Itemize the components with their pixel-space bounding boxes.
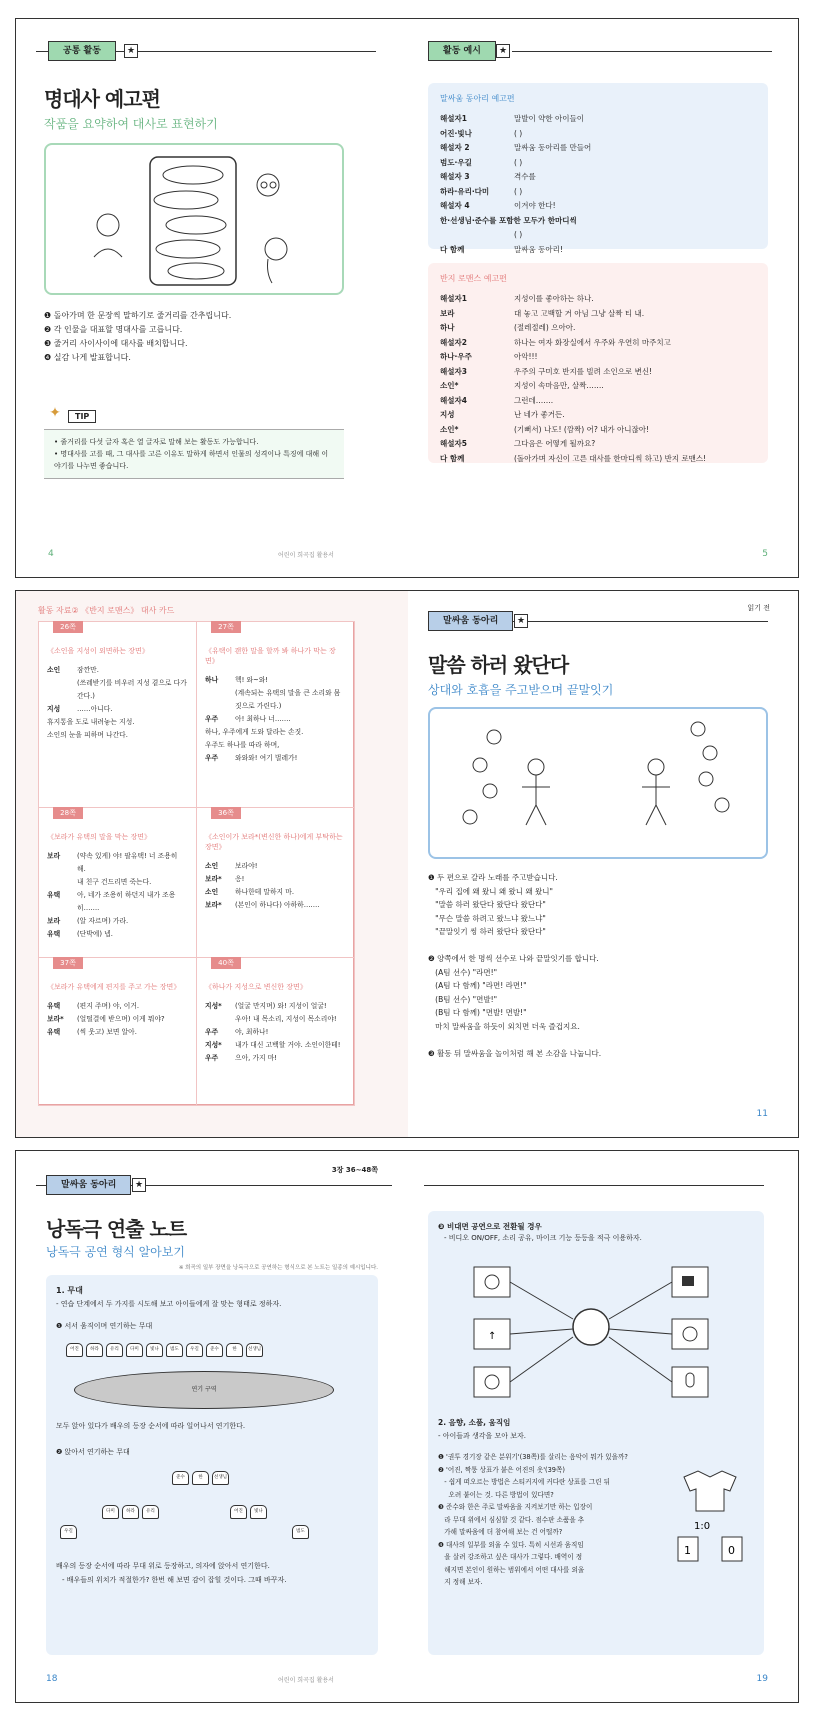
step-line: ❷ 양쪽에서 한 명씩 선수로 나와 끝말잇기를 합니다. [428,954,599,963]
line-text: 난 네가 좋거든. [514,410,565,419]
line-text: (얼떨결에 받으며) 이게 뭐야? [77,1015,165,1023]
chair: 유리 [106,1343,123,1357]
section-tag: 공통 활동 [48,41,116,61]
step-line [428,939,768,953]
chair: 빛나 [146,1343,163,1357]
chair: 어진 [66,1343,83,1357]
dialogue-row [440,365,756,380]
speaker: 하나 [205,676,219,684]
card-title: 말싸움 동아리 예고편 [440,94,515,103]
idea-item: ❹ 대사의 일부를 외울 수 있다. 특히 시선과 움직임 [438,1540,584,1549]
step-line: "무슨 말씀 하려고 왔느냐 왔느냐" [428,913,546,923]
dialogue-card [196,807,355,958]
line-text: 소인의 눈을 피하며 나간다. [47,731,128,739]
dialogue-line [205,1013,346,1026]
step-line: "말씀 하러 왔단다 왔단다 왔단다" [428,900,546,909]
chair: 준수 [206,1343,223,1357]
step-line: 마치 말싸움을 하듯이 외치면 더욱 즐겁지요. [428,1021,580,1031]
dialogue-line [47,1000,188,1013]
dialogue-line [205,899,346,912]
idea-list [438,1451,658,1589]
chair: 한 [192,1471,209,1485]
page-number: 11 [756,1109,768,1119]
speaker: 보라* [205,901,222,909]
dialogue-row [440,379,756,394]
page-title: 말씀 하러 왔단다 [428,653,569,677]
dialogue-line [47,889,188,915]
dialogue-line [205,713,346,726]
step-item: ❹ 실감 나게 발표합니다. [44,353,131,362]
line-text: 하나는 여자 화장실에서 우주와 우연히 마주치고 [514,337,671,347]
stage-desc: - 배우들의 위치가 적절한가? 한번 해 보면 감이 잡힐 것이다. 그때 바꾸자. [62,1576,287,1584]
spread-pages-10-11 [15,590,799,1138]
svg-text:0: 0 [728,1544,735,1557]
speaker: 해설자4 [440,395,467,405]
acting-area: 연기 구역 [74,1371,334,1409]
dialogue-line [47,1013,188,1026]
page-subtitle: 작품을 요약하여 대사로 표현하기 [44,117,218,131]
page-19 [408,1151,800,1702]
dialogue-row [440,199,756,214]
line-text: (편지 주며) 야, 이거. [77,1002,140,1010]
speaker [205,1013,235,1026]
idea-item: ❶ '권투 경기장 같은 분위기'(38쪽)를 살리는 음악이 뭐가 있을까? [438,1453,628,1461]
stage-section [46,1275,378,1655]
dialogue-row [440,307,756,322]
dialogue-row [440,350,756,365]
dialogue-row [440,292,756,307]
speaker: 다 함께 [440,453,465,463]
chair: 다미 [126,1343,143,1357]
dialogue-row [440,112,756,127]
line-text: ( ) [514,230,523,239]
line-text: 지성이 속마음만, 살짝……. [514,381,604,390]
page-heading: 활동 자료② 《반지 로맨스》 대사 카드 [38,606,175,615]
note: ※ 희곡의 일부 장면을 낭독극으로 공연하는 형식으로 본 노트는 일종의 예시입니다. [178,1265,378,1271]
dialogue-card [196,621,355,808]
chair: 어진 [230,1505,247,1519]
speaker: 유택 [47,930,61,938]
line-text: 으아, 가지 마! [235,1054,278,1062]
line-text: 잠깐만. [77,666,99,674]
speaker: 보라* [47,1015,64,1023]
steps-list [44,309,231,365]
dialogue-row [440,228,756,243]
page-18 [16,1151,408,1702]
speaker: 소인* [440,381,459,390]
chair-row [292,1525,309,1539]
dialogue-row [440,437,756,452]
speaker: 다 함께 [440,244,465,254]
section-desc: - 아이들과 생각을 모아 보자. [438,1432,527,1440]
chair: 빛나 [250,1505,267,1519]
dialogue-line [205,739,346,752]
chair: 범도 [166,1343,183,1357]
dialogue-row [440,156,756,171]
dialogue-line [205,1000,346,1013]
speaker: 보라 [47,852,61,860]
section-tag: 말싸움 동아리 [46,1175,131,1195]
speaker: 해설자 3 [440,172,470,181]
line-text: ( ) [514,157,523,167]
production-section [428,1211,764,1655]
chair-row [230,1505,267,1519]
line-text: 아악!!! [514,352,538,361]
dialogue-card [38,807,197,958]
section-title: 2. 음향, 소품, 움직임 [438,1418,511,1427]
speaker [205,687,235,713]
page-number: 5 [762,549,768,559]
card-rows [440,112,756,257]
speaker [47,677,77,703]
line-text: 그런데……. [514,395,554,405]
dialogue-row [440,214,756,229]
page-5 [408,19,800,577]
line-text: 와와와! 여기 벌레가! [235,754,298,762]
card-page-badge: 27쪽 [211,621,241,633]
chair: 우길 [186,1343,203,1357]
speaker: 유택 [47,1028,61,1036]
dialogue-row [440,170,756,185]
idea-item: 오려 붙이는 것. 다른 방법이 있다면? [438,1490,554,1499]
page-11 [408,591,800,1137]
dialogue-line [205,687,346,713]
dialogue-line [205,726,346,739]
section-title: 1. 무대 [56,1286,83,1295]
line-text: (약속 있게) 야! 팔유택! 너 조용히 해. [77,852,178,873]
line-text: ( ) [514,186,523,196]
line-text: 지성이를 좋아하는 하나. [514,294,594,303]
star-icon: ★ [132,1178,146,1192]
tag-line [116,51,376,52]
card-page-badge: 36쪽 [211,807,241,819]
idea-item: 가해 말싸움에 더 참여해 보는 건 어떨까? [438,1528,563,1536]
speaker: 우주 [205,1054,219,1062]
speaker: 해설자5 [440,439,467,448]
line-text: 내 친구 건드리면 죽는다. [77,878,152,886]
page-10 [16,591,408,1137]
line-text: (본인이 하나다) 아하하……. [235,901,320,909]
dialogue-line [47,677,188,703]
dialogue-line [205,752,346,765]
dialogue-line [47,1026,188,1039]
speaker: 범도·우길 [440,157,472,167]
line-text: 격수를 [514,172,536,181]
chair: 우길 [60,1525,77,1539]
page-title: 낭독극 연출 노트 [46,1217,187,1241]
speaker: 지성* [205,1002,222,1010]
speaker: 보라 [47,917,61,925]
speaker: 지성 [47,705,61,713]
section-tag: 활동 예시 [428,41,496,61]
tip-box [44,429,344,479]
star-icon: ★ [124,44,138,58]
line-text: 말싸움 동아리! [514,244,563,254]
step-item: ❷ 각 인물을 대표할 명대사를 고릅니다. [44,325,183,334]
step-item: ❸ 줄거리 사이사이에 대사를 배치합니다. [44,339,188,348]
speaker: 우주 [205,754,219,762]
chair-row [66,1343,263,1357]
dialogue-line [205,674,346,687]
star-icon: ★ [514,614,528,628]
page-number: 18 [46,1674,58,1684]
steps-list [428,871,768,1060]
step-line: ❸ 활동 뒤 말싸움을 놀이처럼 해 본 소감을 나눕니다. [428,1048,602,1058]
word-chain-illustration [430,709,766,857]
line-text: 하나한테 말하지 마. [235,888,295,896]
tip-label: TIP [68,410,96,423]
card-page-badge: 37쪽 [53,957,83,969]
dialogue-line [47,915,188,928]
card-rows [440,292,756,466]
idea-item: 을 살려 강조하고 싶은 대사가 그렇다. 배역이 정 [438,1553,583,1561]
step-line: (B팀 다 함께) "면발! 면발!" [428,1008,527,1017]
stage-desc: 배우의 등장 순서에 따라 무대 위로 등장하고, 의자에 앉아서 연기한다. [56,1562,270,1570]
speaker: 해설자1 [440,294,467,303]
idea-item: ❸ 준수와 한은 주로 말싸움을 지켜보기만 하는 입장이 [438,1503,593,1511]
card-page-badge: 26쪽 [53,621,83,633]
stage-label: ❶ 서서 움직이며 연기하는 무대 [56,1322,153,1330]
line-text: 아, 네가 조용히 하던지 내가 조용히……. [77,891,176,912]
line-text: (기뻐서) 나도! (깜짝) 어? 내가 아니잖아! [514,424,650,434]
sparkle-icon: ✦ [49,405,61,421]
dialogue-card [196,957,355,1106]
chair: 범도 [292,1525,309,1539]
dialogue-line [205,873,346,886]
dialogue-row [440,408,756,423]
line-text: (계속되는 유택의 말을 큰 소리와 몸짓으로 가린다.) [235,689,341,710]
chair: 한 [226,1343,243,1357]
line-text: 하나, 우주에게 도와 달라는 손짓. [205,728,304,736]
score-label: 1:0 [694,1521,711,1532]
chair: 다미 [102,1505,119,1519]
dialogue-line [205,1026,346,1039]
tag-line [36,51,48,52]
tip-item: • 줄거리를 다섯 글자 혹은 열 글자로 말해 보는 활동도 가능합니다. [54,438,259,446]
dialogue-line [47,703,188,716]
spread-pages-4-5 [15,18,799,578]
step-line: ❶ 두 편으로 갈라 노래를 주고받습니다. [428,873,558,882]
spread-pages-18-19 [15,1150,799,1703]
chair: 선생님 [246,1343,263,1357]
line-text: 야, 최하나! [235,1028,269,1036]
line-text: (절레절레) 으아아. [514,323,576,332]
line-text: 보라야! [235,862,258,870]
step-line [428,1033,768,1047]
speaker [440,228,514,243]
line-text: 우아! 내 목소리, 지성이 목소리야! [235,1015,337,1023]
speaker: 소인 [205,862,219,870]
dialogue-row [440,452,756,467]
illustration-frame [428,707,768,859]
dialogue-row [440,185,756,200]
chair: 하라 [86,1343,103,1357]
dialogue-line [205,1052,346,1065]
line-text: (돌아가며 자신이 고른 대사를 한마디씩 하고) 반지 로맨스! [514,453,707,463]
dialogue-line [205,860,346,873]
speaker: 소인 [47,666,61,674]
line-text: (씩 웃고) 보면 알아. [77,1028,137,1036]
reading-stage-label: 읽기 전 [747,604,770,612]
line-text: 말발이 약한 아이들이 [514,114,584,123]
scene-heading: 《소인이가 보라*(변신한 하나)에게 부탁하는 장면》 [205,833,343,851]
idea-item: 지 정해 보자. [438,1578,483,1586]
speaker: 하라·유리·다미 [440,186,490,196]
props-illustration [664,1467,756,1597]
scene-heading: 《소인을 지성이 외면하는 장면》 [47,647,149,655]
chair-row [172,1471,229,1485]
tag-line [512,51,772,52]
speaker: 해설자 2 [440,143,470,152]
scene-heading: 《보라가 유택에게 편지를 주고 가는 장면》 [47,983,181,991]
card-title: 반지 로맨스 예고편 [440,274,507,283]
idea-item: 해지면 본인이 원하는 범위에서 어떤 대사를 외울 [438,1565,585,1574]
chair-row [60,1525,77,1539]
example-card-dialogue-club [428,83,768,254]
step-line: "우리 집에 왜 왔니 왜 왔니 왜 왔니" [428,886,553,896]
speaker: 해설자2 [440,337,467,347]
speech-bubbles-illustration [46,145,342,293]
line-text: 이겨야 한다! [514,201,556,210]
step-line: "끝말잇기 씽 하러 왔단다 왔단다" [428,927,546,936]
speaker: 하나·우주 [440,352,472,361]
card-page-badge: 28쪽 [53,807,83,819]
dialogue-row [440,394,756,409]
speaker: 소인* [440,424,459,434]
dialogue-line [47,716,188,729]
dialogue-row [440,127,756,142]
chair: 선생님 [212,1471,229,1485]
step-line: (B팀 선수) "면발!" [428,994,498,1004]
card-page-badge: 40쪽 [211,957,241,969]
line-text: 헥! 와~와! [235,676,269,684]
dialogue-row [440,336,756,351]
line-text: (쓰레받기를 비우러 지성 곁으로 다가간다.) [77,679,187,700]
section-tag: 말싸움 동아리 [428,611,513,631]
chair: 준수 [172,1471,189,1485]
page-title: 명대사 예고편 [44,87,160,111]
page-number: 4 [48,549,54,559]
idea-item: - 쉽게 떠오르는 방법은 스티커지에 커다란 상표를 그린 뒤 [438,1478,610,1486]
line-text: 응! [235,875,245,883]
page-number: 19 [756,1674,768,1684]
speaker: 해설자 4 [440,201,470,210]
line-text: 우주도 하나를 따라 하며, [205,741,280,749]
dialogue-card [38,621,197,808]
step-item: ❶ 돌아가며 한 문장씩 말하기로 줄거리를 간추립니다. [44,311,232,320]
tag-line [424,1185,764,1186]
chapter-range: 3장 36~48쪽 [331,1166,378,1174]
speaker: 지성 [440,410,455,419]
scene-heading: 《유택이 괜한 말을 할까 봐 하나가 막는 장면》 [205,647,336,665]
section-desc: - 연습 단계에서 두 가지를 시도해 보고 아이들에게 잘 맞는 형태로 정하자. [56,1300,282,1308]
step-line: (A팀 선수) "라면!" [428,967,498,977]
dialogue-row [440,243,756,258]
idea-item: 라 무대 위에서 심심할 것 같다. 점수판 소품을 추 [438,1515,585,1524]
line-text: 말싸움 동아리를 만들어 [514,143,592,152]
line-text: (알 자르며) 가라. [77,917,129,925]
svg-text:1: 1 [684,1544,691,1557]
chair-row [102,1505,159,1519]
line-text: 그다음은 어떻게 될까요? [514,439,596,448]
speaker: 우주 [205,715,219,723]
speaker: 지성* [205,1041,222,1049]
section-title: ❸ 비대면 공연으로 전환될 경우 [438,1222,542,1231]
line-text: (단박에) 넵. [77,930,113,938]
svg-text:↑: ↑ [488,1331,497,1342]
dialogue-line [205,886,346,899]
speaker: 하나 [440,323,455,332]
chair: 유리 [142,1505,159,1519]
star-icon: ★ [496,44,510,58]
speaker: 소인 [205,888,219,896]
page-4 [16,19,408,577]
speaker: 유택 [47,891,61,899]
example-card-ring-romance [428,263,768,463]
line-text: 아! 최하나 너……. [235,715,291,723]
dialogue-row [440,321,756,336]
dialogue-line [47,729,188,742]
idea-item: ❷ '어진, 짝퉁 상표가 붙은 어진의 옷'(39쪽) [438,1465,565,1474]
line-text: 내가 대신 고백할 거야. 소인이한테! [235,1041,341,1049]
dialogue-row [440,423,756,438]
dialogue-card-grid [38,621,354,1105]
line-text: ( ) [514,128,523,138]
online-meeting-illustration [448,1257,744,1407]
illustration-frame [44,143,344,295]
dialogue-line [47,928,188,941]
stage-label: ❷ 앉아서 연기하는 무대 [56,1448,130,1456]
line-text: ……아니다. [77,705,113,713]
speaker: 보라 [440,308,455,318]
speaker: 어진·빛나 [440,128,472,138]
speaker [47,876,77,889]
dialogue-row [440,141,756,156]
scene-heading: 《하나가 지성으로 변신한 장면》 [205,983,307,991]
speaker: 보라* [205,875,222,883]
speaker: 해설자3 [440,366,467,376]
chair: 하라 [122,1505,139,1519]
scene-heading: 《보라가 유택의 말을 막는 장면》 [47,833,152,841]
speaker: 한·선생님·준수를 포함한 모두가 한마디씩 [440,215,577,225]
page-subtitle: 상대와 호흡을 주고받으며 끝말잇기 [428,683,614,697]
dialogue-card [38,957,197,1106]
line-text: 우주의 구미호 반지를 빌려 소인으로 변신! [514,366,653,376]
speaker: 우주 [205,1028,219,1036]
footer-text: 어린이 희곡집 활용서 [278,552,334,559]
tip-item: • 명대사를 고를 때, 그 대사를 고른 이유도 말하게 하면서 인물의 성격이나 특징에 대해 이야기를 나누면 좋습니다. [54,450,329,470]
speaker: 유택 [47,1002,61,1010]
section-desc: - 비디오 ON/OFF, 소리 공유, 마이크 기능 등등을 적극 이용하자. [444,1234,642,1242]
line-text: (얼굴 만지며) 와! 지성이 얼굴! [235,1002,327,1010]
page-subtitle: 낭독극 공연 형식 알아보기 [46,1245,185,1259]
step-line: (A팀 다 함께) "라면! 라면!" [428,981,527,990]
speaker: 해설자1 [440,114,467,123]
dialogue-line [47,664,188,677]
dialogue-line [47,850,188,876]
line-text: 대 놓고 고백할 거 아님 그냥 살짝 티 내. [514,308,645,318]
dialogue-line [47,876,188,889]
footer-text: 어린이 희곡집 활용서 [278,1677,334,1684]
line-text: 휴지통을 도로 내려놓는 지성. [47,718,135,726]
stage-desc: 모두 앉아 있다가 배우의 등장 순서에 따라 일어나서 연기한다. [56,1422,246,1430]
dialogue-line [205,1039,346,1052]
